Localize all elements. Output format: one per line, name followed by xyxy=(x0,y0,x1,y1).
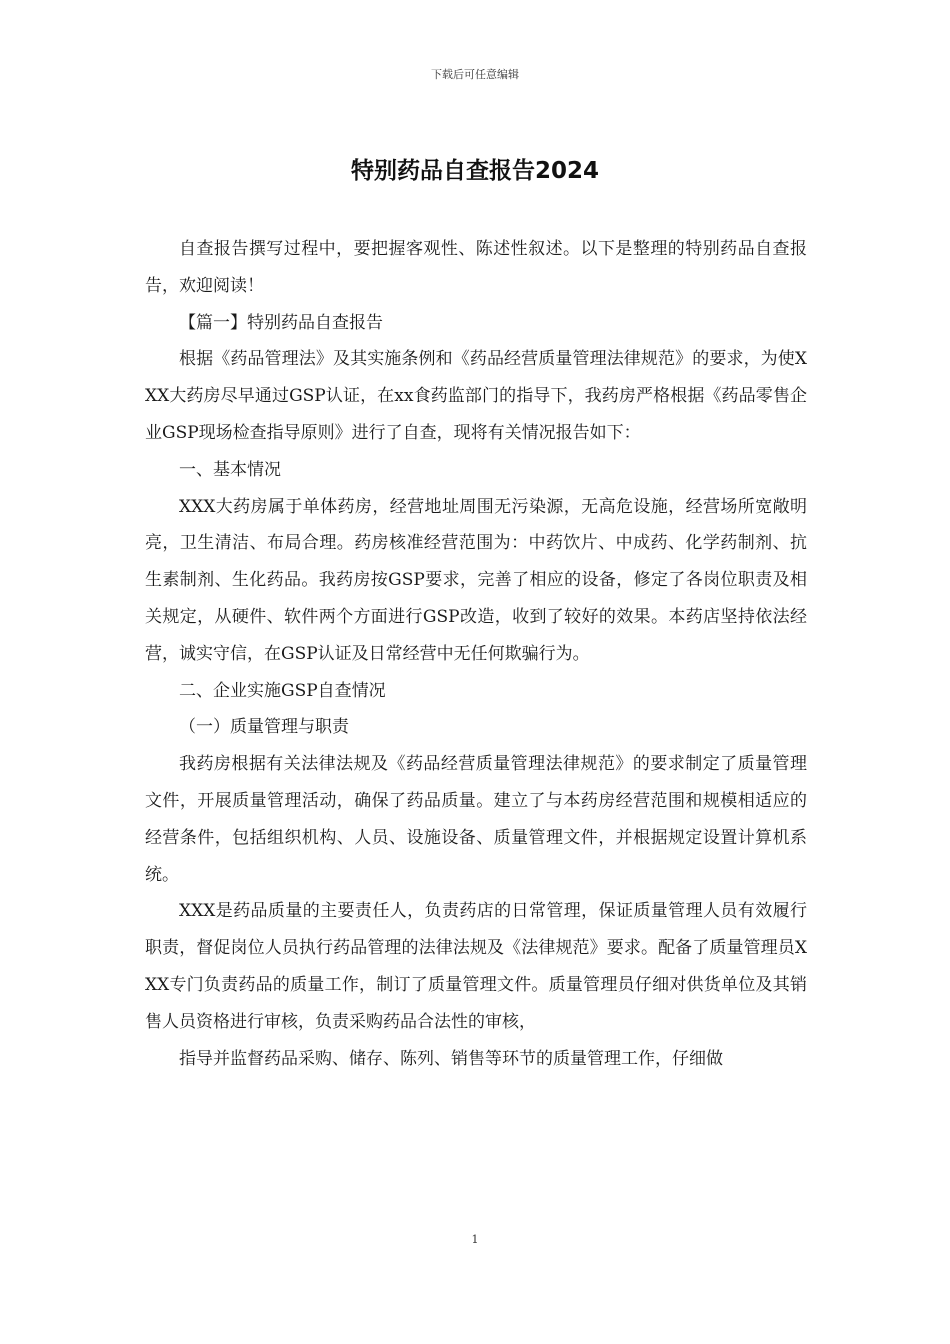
body-paragraph: 我药房根据有关法律法规及《药品经营质量管理法律规范》的要求制定了质量管理文件，开展质量管理活动，确保了药品质量。建立了与本药房经营范围和规模相适应的经营条件，包括组织机构、人员、设施设备、质量管理文件，并根据规定设置计算机系统。 xyxy=(145,754,807,885)
subsection-heading-quality-management: （一）质量管理与职责 xyxy=(179,717,349,738)
page-number: 1 xyxy=(471,1233,479,1246)
page-header-note: 下载后可任意编辑 xyxy=(431,68,519,81)
body-paragraph: 根据《药品管理法》及其实施条例和《药品经营质量管理法律规范》的要求，为使XXX大药房尽早通过GSP认证，在xx食药监部门的指导下，我药房严格根据《药品零售企业GSP现场检查指导原则》进行了自查，现将有关情况报告如下： xyxy=(145,349,807,443)
section-heading-part-one: 【篇一】特别药品自查报告 xyxy=(179,312,383,333)
section-heading-gsp-self-check: 二、企业实施GSP自查情况 xyxy=(179,680,386,701)
body-paragraph: XXX是药品质量的主要责任人，负责药店的日常管理，保证质量管理人员有效履行职责，督促岗位人员执行药品管理的法律法规及《法律规范》要求。配备了质量管理员XXX专门负责药品的质量工作，制订了质量管理文件。质量管理员仔细对供货单位及其销售人员资格进行审核，负责采购药品合法性的审核， xyxy=(145,901,807,1032)
intro-paragraph: 自查报告撰写过程中，要把握客观性、陈述性叙述。以下是整理的特别药品自查报告，欢迎阅读！ xyxy=(145,239,807,296)
document-title: 特别药品自查报告2024 xyxy=(350,158,599,184)
section-heading-basic-info: 一、基本情况 xyxy=(179,459,281,480)
body-paragraph: 指导并监督药品采购、储存、陈列、销售等环节的质量管理工作，仔细做 xyxy=(179,1048,723,1069)
body-paragraph: XXX大药房属于单体药房，经营地址周围无污染源，无高危设施，经营场所宽敞明亮，卫生清洁、布局合理。药房核准经营范围为：中药饮片、中成药、化学药制剂、抗生素制剂、生化药品。我药房按GSP要求，完善了相应的设备，修定了各岗位职责及相关规定，从硬件、软件两个方面进行GSP改造，收到了较好的效果。本药店坚持依法经营，诚实守信，在GSP认证及日常经营中无任何欺骗行为。 xyxy=(145,496,807,664)
document-body xyxy=(145,231,807,1077)
